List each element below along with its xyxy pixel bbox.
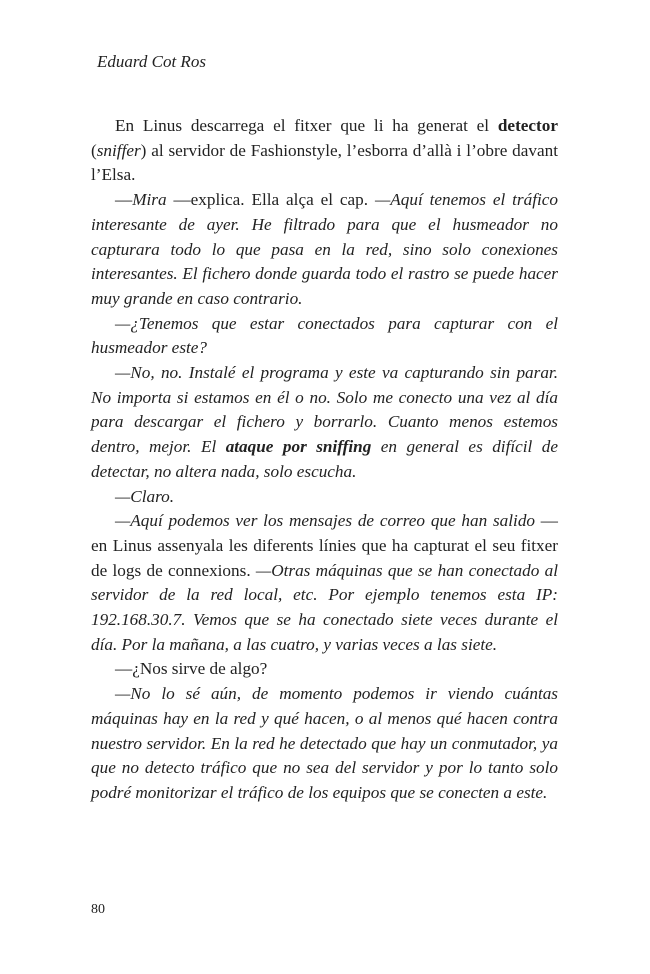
paragraph xyxy=(91,682,558,806)
text-segment: — xyxy=(115,190,133,210)
paragraph xyxy=(91,312,558,361)
text-segment: ( xyxy=(91,140,97,160)
text-segment: — en Linus assenyala les diferents línies que ha capturat el seu fitxer de logs de connexions. xyxy=(91,511,558,580)
text-segment: sniffer xyxy=(96,140,141,160)
paragraph xyxy=(91,114,558,188)
text-segment: detector xyxy=(497,116,558,135)
text-segment: en general es difícil de detectar, no altera nada, solo escucha. xyxy=(91,437,558,481)
page-number: 80 xyxy=(91,902,105,917)
text-segment: —¿Nos sirve de algo? xyxy=(115,659,268,679)
text-segment: ataque por sniffing xyxy=(225,437,372,457)
body-text xyxy=(91,114,558,806)
text-segment: —Aquí tenemos el tráfico interesante de ayer. He filtrado para que el husmeador no capturara todo lo que pasa en la red, sino solo conexiones interesantes. El fichero donde guarda todo el rastro se puede hacer muy grande en caso contrario. xyxy=(91,190,558,308)
text-segment xyxy=(226,437,372,456)
text-segment: Mira xyxy=(132,190,167,210)
text-segment: —¿Tenemos que estar conectados para capturar con el husmeador este? xyxy=(91,313,558,358)
text-segment: —Aquí podemos ver los mensajes de correo que han salido xyxy=(115,511,536,531)
text-segment: —No, no. Instalé el programa y este va capturando sin parar. No importa si estamos en él o no. Solo me conecto una vez al día para descargar el fichero y borrarlo. Cuanto menos estemos dentro, mejor. El xyxy=(91,363,558,457)
text-segment: —explica. Ella alça el cap. xyxy=(166,190,375,210)
text-segment: ) al servidor de Fashionstyle, l’esborra d’allà i l’obre davant l’Elsa. xyxy=(91,140,558,185)
paragraph xyxy=(91,361,558,485)
text-segment: —Claro. xyxy=(115,486,175,506)
text-segment: En Linus descarrega el fitxer que li ha generat el xyxy=(115,116,498,135)
paragraph xyxy=(91,509,558,657)
paragraph xyxy=(91,485,558,510)
text-segment: —No lo sé aún, de momento podemos ir viendo cuántas máquinas hay en la red y qué hacen, o al menos qué hacen contra nuestro servidor. En la red he detectado que hay un conmutador, ya que no detecto tráfico que no sea del servidor y por lo tanto solo podré monitorizar el tráfico de los equipos que se conecten a este. xyxy=(91,684,558,802)
paragraph xyxy=(91,657,558,682)
text-segment: —Otras máquinas que se han conectado al servidor de la red local, etc. Por ejemplo tenemos esta IP: 192.168.30.7. Vemos que se ha conectado siete veces durante el día. Por la mañana, a las cuatro, y varias veces a las siete. xyxy=(91,560,558,654)
paragraph xyxy=(91,188,558,312)
running-header: Eduard Cot Ros xyxy=(97,52,206,71)
